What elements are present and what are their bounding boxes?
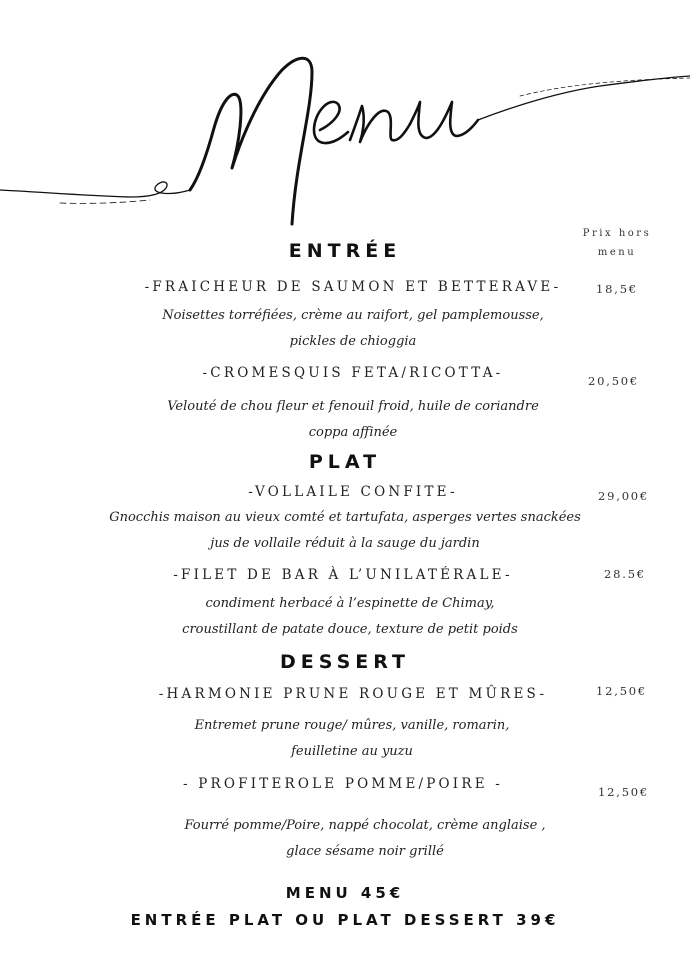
section-title-dessert: DESSERT: [280, 651, 410, 673]
section-title-plat: PLAT: [308, 451, 382, 473]
footer-menu-price: MENU 45€: [285, 884, 405, 902]
dish-name: -VOLLAILE CONFITE-: [248, 484, 458, 500]
dish-description-line: condiment herbacé à l’espinette de Chimay,: [205, 596, 495, 611]
dish-description-line: jus de vollaile réduit à la sauge du jardin: [210, 536, 480, 551]
menu-title-lettering: [0, 0, 690, 240]
dish-name: -CROMESQUIS FETA/RICOTTA-: [202, 365, 504, 381]
dish-description-line: Fourré pomme/Poire, nappé chocolat, crème anglaise ,: [184, 818, 546, 833]
dish-description-line: coppa affinée: [308, 425, 398, 440]
dish-price: 29,00€: [598, 489, 650, 503]
dish-description-line: feuilletine au yuzu: [291, 744, 413, 759]
dish-description-line: Gnocchis maison au vieux comté et tartufata, asperges vertes snackées: [109, 510, 581, 525]
footer-formula: ENTRÉE PLAT OU PLAT DESSERT 39€: [130, 911, 560, 929]
dish-name: - PROFITEROLE POMME/POIRE -: [182, 776, 504, 792]
price-header-line-1: Prix hors: [582, 228, 652, 239]
dish-description-line: glace sésame noir grillé: [286, 844, 444, 859]
dish-description-line: croustillant de patate douce, texture de petit poids: [182, 622, 518, 637]
dish-price: 20,50€: [588, 374, 640, 388]
dish-name: -HARMONIE PRUNE ROUGE ET MÛRES-: [158, 686, 548, 702]
section-title-entree: ENTRÉE: [288, 240, 402, 262]
dish-description-line: pickles de chioggia: [289, 334, 417, 349]
dish-price: 18,5€: [596, 282, 638, 296]
dish-price: 12,50€: [598, 785, 650, 799]
dish-description-line: Entremet prune rouge/ mûres, vanille, romarin,: [194, 718, 510, 733]
dish-description-line: Velouté de chou fleur et fenouil froid, huile de coriandre: [167, 399, 539, 414]
dish-name: -FRAICHEUR DE SAUMON ET BETTERAVE-: [144, 279, 562, 295]
dish-description-line: Noisettes torréfiées, crème au raifort, gel pamplemousse,: [162, 308, 544, 323]
dish-price: 12,50€: [596, 684, 648, 698]
dish-price: 28.5€: [604, 567, 646, 581]
price-header-line-2: menu: [597, 247, 637, 258]
dish-name: -FILET DE BAR À L’UNILATÉRALE-: [173, 567, 513, 583]
